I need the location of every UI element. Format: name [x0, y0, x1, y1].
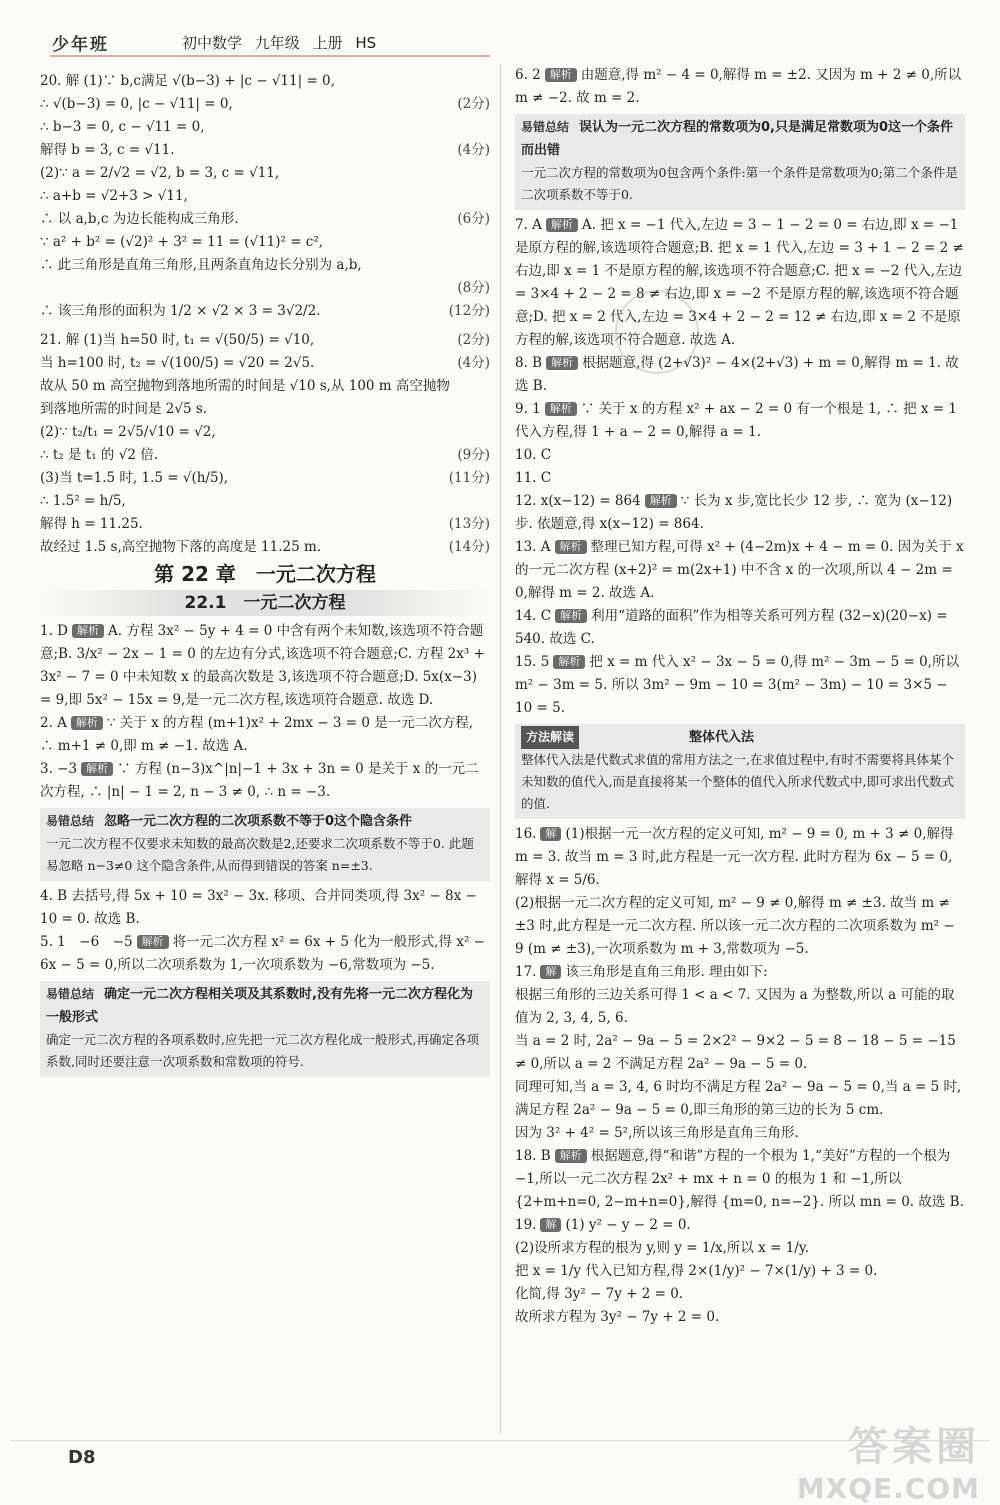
answer-text: ∵ 方程 (n−3)x^|n|−1 + 3x + 3n = 0 是关于 x 的一元二次方程, ∴ |n| − 1 = 2, n − 3 ≠ 0, ∴ n = −3. [40, 761, 479, 800]
page-header [0, 0, 1000, 62]
question-21 [40, 329, 490, 559]
error-summary-box-2 [40, 981, 490, 1077]
answer-text: ∵ 长为 x 步,宽比长少 12 步, ∴ 宽为 (x−12) 步. 依题意,得 x(x−12) = 864. [515, 493, 953, 532]
answer-list-left-2 [40, 885, 490, 977]
column-divider [500, 64, 501, 1434]
error-summary-box-1 [40, 808, 490, 881]
answer-text: ∵ 关于 x 的方程 (m+1)x² + 2mx − 3 = 0 是一元二次方程, ∴ m+1 ≠ 0,即 m ≠ −1. 故选 A. [40, 715, 473, 754]
analysis-badge: 解析 [71, 716, 103, 730]
solution-text: 解得 b = 3, c = √11. [40, 142, 175, 158]
answer-text: 由题意,得 m² − 4 = 0,解得 m = ±2. 又因为 m + 2 ≠ 0,所以 m ≠ −2. 故 m = 2. [515, 67, 962, 106]
left-column [40, 70, 490, 1081]
error-title: 忽略一元二次方程的二次项系数不等于0这个隐含条件 [104, 814, 413, 829]
solution-line [40, 352, 490, 375]
analysis-badge: 解析 [81, 762, 113, 776]
solution-line [40, 139, 490, 162]
answer-item [515, 1237, 965, 1260]
solution-text: 到落地所需的时间是 2√5 s. [40, 401, 208, 417]
solution-text: (2)∵ a = 2/√2 = √2, b = 3, c = √11, [40, 165, 280, 181]
solution-text: ∴ 该三角形的面积为 1/2 × √2 × 3 = 3√2/2. [40, 303, 321, 319]
answer-text: A. 方程 3x² − 5y + 4 = 0 中含有两个未知数,该选项不符合题意;B. 3/x² − 2x − 1 = 0 的左边有分式,该选项不符合题意;C. 方程 2x³ + 3x² − 7 = 0 中未知数 x 的最高次数是 3,该选项不符合题意;D. 5x(x−3) = 9,即 5x² − 15x = 9,是一元二次方程,该选项符合题意. 故选 D. [40, 623, 485, 708]
score-points: (9分) [457, 447, 490, 463]
answer-number: 8. B [515, 355, 543, 371]
solution-text: (3)当 t=1.5 时, 1.5 = √(h/5), [40, 470, 229, 486]
answer-item [515, 64, 965, 110]
solution-line [40, 162, 490, 185]
solution-line [40, 398, 490, 421]
solution-line [40, 185, 490, 208]
answer-text: 因为 3² + 4² = 5²,所以该三角形是直角三角形. [515, 1125, 799, 1141]
solution-text: ∴ 此三角形是直角三角形,且两条直角边长分别为 a,b, [40, 257, 362, 273]
solution-line [40, 116, 490, 139]
answer-item [515, 444, 965, 467]
right-column [515, 64, 965, 1329]
analysis-badge: 解析 [137, 935, 169, 949]
analysis-badge: 解 [540, 965, 561, 979]
answer-text: (2)设所求方程的根为 y,则 y = 1/x,所以 x = 1/y. [515, 1240, 809, 1256]
score-points: (14分) [448, 539, 490, 555]
answer-item [515, 1076, 965, 1122]
analysis-badge: 解析 [645, 494, 677, 508]
answer-number: 19. [515, 1217, 537, 1233]
solution-line [40, 467, 490, 490]
score-points: (4分) [457, 142, 490, 158]
answer-number: 13. A [515, 539, 551, 555]
answer-number: 15. 5 [515, 654, 550, 670]
analysis-badge: 解 [540, 827, 561, 841]
solution-text: ∴ √(b−3) = 0, |c − √11| = 0, [40, 96, 233, 112]
answer-item [515, 984, 965, 1030]
answer-text: 该三角形是直角三角形. 理由如下: [565, 964, 768, 980]
answer-item [40, 620, 490, 712]
answer-number: 17. [515, 964, 537, 980]
error-title: 误认为一元二次方程的常数项为0,只是满足常数项为0这一个条件而出错 [521, 120, 954, 158]
score-points: (2分) [457, 332, 490, 348]
solution-text: 故经过 1.5 s,高空抛物下落的高度是 11.25 m. [40, 539, 322, 555]
answer-number: 3. −3 [40, 761, 78, 777]
analysis-badge: 解析 [553, 655, 585, 669]
solution-line [40, 490, 490, 513]
score-points: (8分) [457, 280, 490, 296]
solution-line [40, 93, 490, 116]
answer-text: 同理可知,当 a = 3, 4, 6 时均不满足方程 2a² − 9a − 5 = 0,当 a = 5 时,满足方程 2a² − 9a − 5 = 0,即三角形的第三边的长为 5 cm. [515, 1079, 962, 1118]
answer-item [515, 961, 965, 984]
solution-line [40, 70, 490, 93]
watermark-url: MXQE.COM [796, 1472, 980, 1505]
answer-item [515, 605, 965, 651]
answer-number: 2. A [40, 715, 67, 731]
solution-text: ∴ 以 a,b,c 为边长能构成三角形. [40, 211, 239, 227]
error-body: 一元二次方程不仅要求未知数的最高次数是2,还要求二次项系数不等于0. 此题易忽略 n−3≠0 这个隐含条件,从而得到错误的答案 n=±3. [46, 836, 474, 873]
answer-item [40, 931, 490, 977]
answer-text: 把 x = 1/y 代入已知方程,得 2×(1/y)² − 7×(1/y) + 3 = 0. [515, 1263, 878, 1279]
answer-text: A. 把 x = −1 代入,左边 = 3 − 1 − 2 = 0 = 右边,即 x = −1 是原方程的解,该选项符合题意;B. 把 x = 1 代入,左边 = 3 + 1 − 2 = 2 ≠ 右边,即 x = 1 不是原方程的解,该选项不符合题意;C. 把 x = −2 代入,左边 = 3×4 + 2 − 2 = 8 ≠ 右边,即 x = −2 不是原方程的解,该选项不符合题意;D. 把 x = 2 代入,左边 = 3×4 + 2 − 2 = 12 ≠ 右边,即 x = 2 不是原方程的解,该选项不符合题意. 故选 A. [515, 217, 964, 348]
solution-text: (2)∵ t₂/t₁ = 2√5/√10 = √2, [40, 424, 216, 440]
answer-text: 利用“道路的面积”作为相等关系可列方程 (32−x)(20−x) = 540. 故选 C. [515, 608, 948, 647]
solution-text: ∴ 1.5² = h/5, [40, 493, 126, 509]
answer-number: 12. x(x−12) = 864 [515, 493, 641, 509]
answer-item [515, 1030, 965, 1076]
answer-text: 化简,得 3y² − 7y + 2 = 0. [515, 1286, 684, 1302]
answer-number: 10. C [515, 447, 552, 463]
chapter-title: 第 22 章 一元二次方程 [154, 562, 376, 586]
answer-item [515, 1214, 965, 1237]
header-divider [50, 55, 490, 57]
answer-text: ∵ 关于 x 的方程 x² + ax − 2 = 0 有一个根是 1, ∴ 把 x = 1 代入方程,得 1 + a − 2 = 0,解得 a = 1. [515, 401, 958, 440]
answer-item [40, 712, 490, 758]
brand-logo: 少年班 [52, 35, 109, 55]
score-points: (12分) [448, 303, 490, 319]
answer-number: 14. C [515, 608, 552, 624]
method-body: 整体代入法是代数式求值的常用方法之一,在求值过程中,有时不需要将具体某个未知数的值代入,而是直接将某一个整体的值代入所求代数式中,即可求出代数式的值. [521, 752, 954, 811]
answer-item [515, 1122, 965, 1145]
error-summary-box-3 [515, 114, 965, 210]
solution-text: ∴ b−3 = 0, c − √11 = 0, [40, 119, 205, 135]
answer-item [515, 467, 965, 490]
error-tag: 易错总结 [521, 120, 570, 134]
answer-list-right [515, 64, 965, 110]
solution-line [40, 300, 490, 323]
answer-item [515, 651, 965, 720]
answer-item [515, 536, 965, 605]
error-tag: 易错总结 [46, 987, 95, 1001]
solution-line [40, 536, 490, 559]
solution-text: ∴ a+b = √2+3 > √11, [40, 188, 188, 204]
stamp-mark [615, 290, 699, 374]
method-tag: 方法解读 [521, 726, 579, 749]
subject-label: 初中数学 [182, 34, 243, 52]
answer-item [515, 490, 965, 536]
answer-item [515, 352, 965, 398]
solution-text: 解得 h = 11.25. [40, 516, 143, 532]
edition-label: HS [355, 34, 377, 52]
answer-number: 9. 1 [515, 401, 541, 417]
score-points: (6分) [457, 211, 490, 227]
section-title: 22.1 一元二次方程 [40, 590, 490, 616]
solution-text: ∵ a² + b² = (√2)² + 3² = 11 = (√11)² = c², [40, 234, 324, 250]
answer-number: 11. C [515, 470, 552, 486]
score-points: (2分) [457, 96, 490, 112]
question-20 [40, 70, 490, 323]
analysis-badge: 解析 [545, 402, 577, 416]
score-points: (4分) [457, 355, 490, 371]
solution-text: 21. 解 (1)当 h=50 时, t₁ = √(50/5) = √10, [40, 332, 315, 348]
solution-text: 20. 解 (1)∵ b,c满足 √(b−3) + |c − √11| = 0, [40, 73, 335, 89]
analysis-badge: 解析 [555, 1149, 587, 1163]
answer-item [515, 823, 965, 892]
answer-number: 1. D [40, 623, 68, 639]
method-box [515, 724, 965, 819]
solution-line [40, 444, 490, 467]
error-body: 确定一元二次方程的各项系数时,应先把一元二次方程化成一般形式,再确定各项系数,同时还要注意一次项系数和常数项的符号. [46, 1032, 479, 1069]
solution-line [40, 231, 490, 254]
volume-label: 上册 [312, 34, 343, 52]
page-number: D8 [68, 1447, 96, 1468]
answer-list-right-2 [515, 214, 965, 720]
score-points: (13分) [448, 516, 490, 532]
answer-text: 整理已知方程,可得 x² + (4−2m)x + 4 − m = 0. 因为关于 x 的一元二次方程 (x+2)² = m(2x+1) 中不含 x 的一次项,所以 4 − 2m = 0,解得 m = 2. 故选 A. [515, 539, 964, 601]
answer-item [515, 892, 965, 961]
answer-item [515, 398, 965, 444]
analysis-badge: 解析 [546, 356, 578, 370]
answer-item [515, 1283, 965, 1306]
answer-text: 当 a = 2 时, 2a² − 9a − 5 = 2×2² − 9×2 − 5 = 8 − 18 − 5 = −15 ≠ 0,所以 a = 2 不满足方程 2a² − 9a − 5 = 0. [515, 1033, 956, 1072]
error-body: 一元二次方程的常数项为0包含两个条件:第一个条件是常数项为0;第二个条件是二次项系数不等于0. [521, 165, 958, 202]
answer-text: 根据三角形的三边关系可得 1 < a < 7. 又因为 a 为整数,所以 a 可能的取值为 2, 3, 4, 5, 6. [515, 987, 955, 1026]
solution-text: 当 h=100 时, t₂ = √(100/5) = √20 = 2√5. [40, 355, 315, 371]
answer-number: 6. 2 [515, 67, 541, 83]
error-title: 确定一元二次方程相关项及其系数时,没有先将一元二次方程化为一般形式 [46, 987, 473, 1025]
score-points: (11分) [448, 470, 490, 486]
answer-text: (1) y² − y − 2 = 0. [565, 1217, 691, 1233]
analysis-badge: 解 [540, 1218, 561, 1232]
answer-number: 16. [515, 826, 537, 842]
answer-text: 根据题意,得“和谐”方程的一个根为 1,“美好”方程的一个根为 −1,所以一元二次方程 2x² + mx + n = 0 的根为 1 和 −1,所以 {2+m+n=0, 2−m+n=0},解得 {m=0, n=−2}. 所以 mn = 0. 故选 B. [515, 1148, 964, 1210]
watermark [797, 1415, 980, 1505]
answer-text: 将一元二次方程 x² = 6x + 5 化为一般形式,得 x² − 6x − 5 = 0,所以二次项系数为 1,一次项系数为 −6,常数项为 −5. [40, 934, 485, 973]
analysis-badge: 解析 [72, 624, 104, 638]
analysis-badge: 解析 [555, 540, 587, 554]
answer-list-left [40, 620, 490, 804]
solution-line [40, 329, 490, 352]
answer-text: 去括号,得 5x + 10 = 3x² − 3x. 移项、合并同类项,得 3x² − 8x − 10 = 0. 故选 B. [40, 888, 477, 927]
solution-line [40, 208, 490, 231]
answer-number: 4. B [40, 888, 68, 904]
analysis-badge: 解析 [546, 218, 578, 232]
answer-number: 5. 1 −6 −5 [40, 934, 133, 950]
answer-number: 7. A [515, 217, 542, 233]
header-info [182, 32, 376, 53]
answer-text: (2)根据一元二次方程的定义可知, m² − 9 ≠ 0,解得 m ≠ ±3. 故当 m ≠ ±3 时,此方程是一元二次方程. 所以该一元二次方程的二次项系数为 m² − 9 (m ≠ ±3),一次项系数为 m + 3,常数项为 −5. [515, 895, 955, 957]
answer-text: 把 x = m 代入 x² − 3x − 5 = 0,得 m² − 3m − 5 = 0,所以 m² − 3m = 5. 所以 3m² − 9m − 10 = 3(m² − 3m) − 10 = 3×5 − 10 = 5. [515, 654, 959, 716]
watermark-title: 答案圈 [848, 1424, 980, 1470]
solution-line [40, 375, 490, 398]
solution-line [40, 513, 490, 536]
answer-item [515, 1260, 965, 1283]
error-tag: 易错总结 [46, 814, 95, 828]
solution-text: ∴ t₂ 是 t₁ 的 √2 倍. [40, 447, 158, 463]
solution-text: 故从 50 m 高空抛物到落地所需的时间是 √10 s,从 100 m 高空抛物 [40, 378, 450, 394]
solution-line [40, 254, 490, 277]
answer-item [515, 1306, 965, 1329]
analysis-badge: 解析 [545, 68, 577, 82]
answer-text: (1)根据一元一次方程的定义可知, m² − 9 = 0, m + 3 ≠ 0,解得 m = 3. 故当 m = 3 时,此方程是一元一次方程. 此时方程为 6x − 5 = 0,解得 x = 5/6. [515, 826, 954, 888]
answer-number: 18. B [515, 1148, 551, 1164]
answer-item [40, 758, 490, 804]
solution-line [40, 277, 490, 300]
answer-item [515, 1145, 965, 1214]
answer-text: 故所求方程为 3y² − 7y + 2 = 0. [515, 1309, 720, 1325]
answer-list-right-3 [515, 823, 965, 1329]
grade-label: 九年级 [254, 34, 300, 52]
analysis-badge: 解析 [555, 609, 587, 623]
answer-text: 根据题意,得 (2+√3)² − 4×(2+√3) + m = 0,解得 m = 1. 故选 B. [515, 355, 959, 394]
answer-item [515, 214, 965, 352]
method-title: 整体代入法 [689, 730, 755, 745]
answer-item [40, 885, 490, 931]
solution-line [40, 421, 490, 444]
